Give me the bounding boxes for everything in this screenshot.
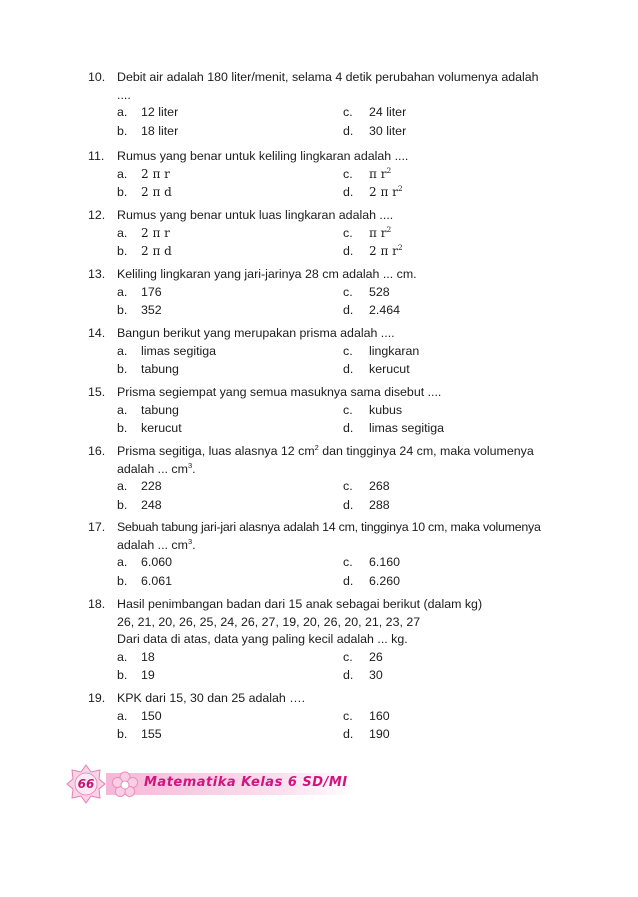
option-b: 2 π d xyxy=(141,244,172,258)
option-label-a: a. xyxy=(117,343,128,358)
option-label-a: a. xyxy=(117,479,128,493)
option-label-a: a. xyxy=(117,649,128,664)
option-d: 288 xyxy=(369,497,390,512)
option-label-a: a. xyxy=(117,225,128,240)
question-text: Prisma segitiga, luas alasnya 12 $cm^2$ dan tingginya 24 cm, maka volumenya xyxy=(117,443,534,458)
option-d: 2.464 xyxy=(369,303,401,317)
question-text: Prisma segiempat yang semua masuknya sama disebut .... xyxy=(117,385,442,399)
option-label-a: a. xyxy=(117,166,128,181)
option-b: 6.061 xyxy=(141,573,173,588)
option-label-c: c. xyxy=(343,225,353,240)
option-d: 30 liter xyxy=(369,123,407,138)
option-label-a: a. xyxy=(117,284,128,299)
option-c: π $r^2$ xyxy=(369,165,392,181)
question-14 xyxy=(88,325,578,380)
option-b: 248 xyxy=(141,497,162,512)
question-number: 11. xyxy=(88,149,105,163)
option-d: 190 xyxy=(369,727,390,741)
option-label-b: b. xyxy=(117,362,128,376)
option-label-c: c. xyxy=(343,649,353,664)
option-d: 30 xyxy=(369,668,383,682)
option-b: 2 π d xyxy=(141,185,172,199)
question-11 xyxy=(88,148,578,203)
option-label-d: d. xyxy=(343,573,354,588)
option-b: 155 xyxy=(141,727,162,741)
option-c: lingkaran xyxy=(369,343,420,358)
option-d: kerucut xyxy=(369,362,410,376)
option-c: 6.160 xyxy=(369,555,401,569)
option-a: 6.060 xyxy=(141,555,173,569)
option-b: 352 xyxy=(141,303,162,317)
question-text: .... xyxy=(117,87,131,102)
flower-icon xyxy=(110,770,140,800)
option-label-b: b. xyxy=(117,668,128,682)
option-label-a: a. xyxy=(117,708,128,723)
option-a: 176 xyxy=(141,284,162,299)
option-b: tabung xyxy=(141,362,179,376)
option-label-b: b. xyxy=(117,244,128,258)
question-text: Bangun berikut yang merupakan prisma adalah .... xyxy=(117,326,395,340)
option-a: 228 xyxy=(141,479,162,493)
option-b: 18 liter xyxy=(141,123,179,138)
option-c: π $r^2$ xyxy=(369,224,392,240)
question-number: 13. xyxy=(88,267,106,281)
option-label-c: c. xyxy=(343,479,353,493)
option-label-d: d. xyxy=(343,727,354,741)
question-number: 10. xyxy=(88,70,106,84)
option-label-c: c. xyxy=(343,708,353,723)
option-a: 2 π r xyxy=(141,225,170,240)
page-footer xyxy=(66,764,366,804)
question-text: Rumus yang benar untuk keliling lingkaran adalah .... xyxy=(117,149,409,163)
question-13 xyxy=(88,266,578,321)
option-c: 268 xyxy=(369,479,390,493)
option-label-c: c. xyxy=(343,166,353,181)
option-a: 2 π r xyxy=(141,166,170,181)
option-label-a: a. xyxy=(117,402,128,417)
question-text: adalah ... $cm^3$. xyxy=(117,460,196,476)
option-b: 19 xyxy=(141,668,155,682)
option-label-d: d. xyxy=(343,185,354,199)
question-text: Debit air adalah 180 liter/menit, selama 4 detik perubahan volumenya adalah xyxy=(117,70,539,84)
option-label-b: b. xyxy=(117,123,128,138)
option-label-d: d. xyxy=(343,421,354,435)
option-label-d: d. xyxy=(343,668,354,682)
option-label-c: c. xyxy=(343,343,353,358)
question-10 xyxy=(88,69,578,141)
question-text: Dari data di atas, data yang paling kecil adalah ... kg. xyxy=(117,632,408,646)
question-number: 12. xyxy=(88,208,106,222)
option-label-d: d. xyxy=(343,362,354,376)
question-text: KPK dari 15, 30 dan 25 adalah …. xyxy=(117,691,306,705)
option-label-b: b. xyxy=(117,727,128,741)
question-number: 18. xyxy=(88,597,106,611)
page-number: 66 xyxy=(77,777,95,791)
option-label-c: c. xyxy=(343,555,353,569)
option-d: 6.260 xyxy=(369,573,401,588)
option-d: 2 π $r^2$ xyxy=(369,243,403,258)
question-number: 14. xyxy=(88,326,106,340)
option-a: 12 liter xyxy=(141,105,179,119)
option-label-b: b. xyxy=(117,185,128,199)
option-label-b: b. xyxy=(117,303,128,317)
option-label-b: b. xyxy=(117,573,128,588)
option-label-d: d. xyxy=(343,497,354,512)
option-a: 150 xyxy=(141,708,162,723)
book-title: Matematika Kelas 6 SD/MI xyxy=(144,775,348,790)
question-text: Keliling lingkaran yang jari-jarinya 28 cm adalah ... cm. xyxy=(117,267,417,281)
option-label-d: d. xyxy=(343,123,354,138)
option-label-a: a. xyxy=(117,555,128,569)
question-12 xyxy=(88,207,578,262)
question-17 xyxy=(88,519,578,591)
option-label-d: d. xyxy=(343,303,354,317)
question-15 xyxy=(88,384,578,439)
option-label-b: b. xyxy=(117,421,128,435)
question-number: 19. xyxy=(88,691,106,705)
option-c: 160 xyxy=(369,708,390,723)
option-a: limas segitiga xyxy=(141,343,217,358)
question-data: 26, 21, 20, 26, 25, 24, 26, 27, 19, 20, 26, 20, 21, 23, 27 xyxy=(117,614,421,629)
option-c: 26 xyxy=(369,649,383,664)
question-number: 15. xyxy=(88,385,106,399)
option-d: 2 π $r^2$ xyxy=(369,184,403,199)
question-19 xyxy=(88,690,578,745)
option-label-c: c. xyxy=(343,402,353,417)
question-text: Sebuah tabung jari-jari alasnya adalah 14 cm, tingginya 10 cm, maka volumenya xyxy=(117,520,541,534)
option-d: limas segitiga xyxy=(369,421,445,435)
option-label-b: b. xyxy=(117,497,128,512)
option-b: kerucut xyxy=(141,421,182,435)
option-label-a: a. xyxy=(117,105,128,119)
option-a: tabung xyxy=(141,402,179,417)
question-number: 16. xyxy=(88,444,106,458)
question-text: Hasil penimbangan badan dari 15 anak sebagai berikut (dalam kg) xyxy=(117,597,483,611)
question-number: 17. xyxy=(88,520,106,534)
option-a: 18 xyxy=(141,649,155,664)
question-text: Rumus yang benar untuk luas lingkaran adalah .... xyxy=(117,208,394,222)
option-c: kubus xyxy=(369,402,403,417)
question-18 xyxy=(88,596,578,686)
option-label-c: c. xyxy=(343,105,353,119)
option-c: 24 liter xyxy=(369,105,407,119)
question-16 xyxy=(88,443,578,515)
option-label-d: d. xyxy=(343,244,354,258)
question-text: adalah ... $cm^3$. xyxy=(117,536,196,552)
option-label-c: c. xyxy=(343,284,353,299)
option-c: 528 xyxy=(369,284,390,299)
